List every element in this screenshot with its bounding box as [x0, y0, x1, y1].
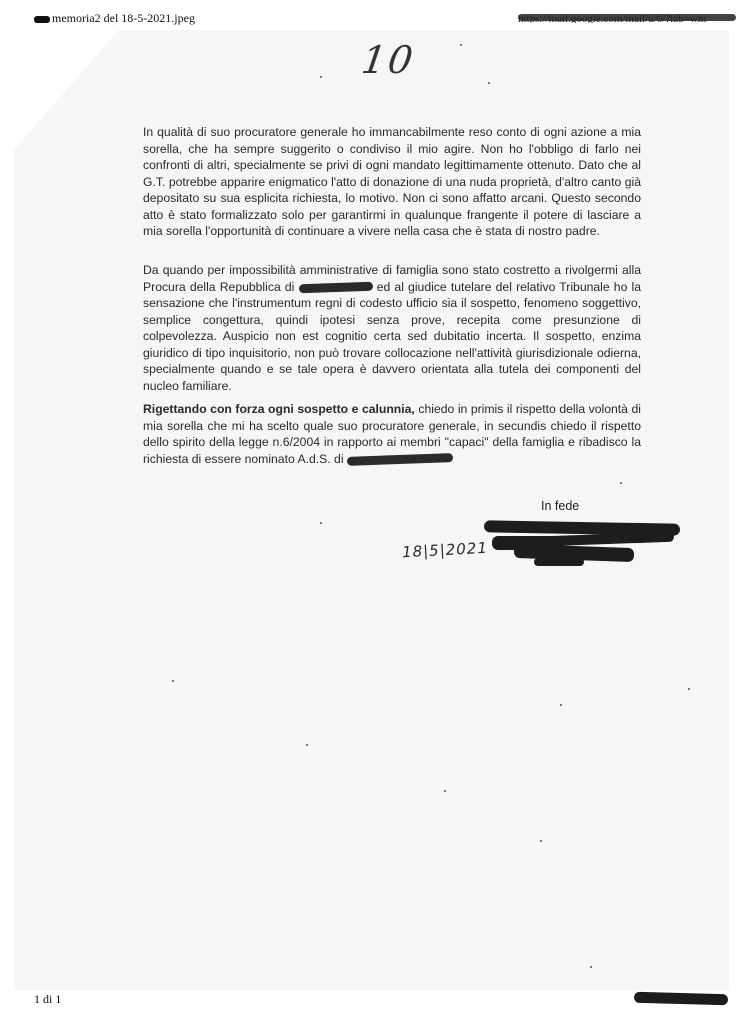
- print-header-filename: [34, 11, 195, 26]
- paragraph-1: In qualità di suo procuratore generale ho immancabilmente reso conto di ogni azione a mia sorella, che ha sempre suggerito o condiviso il mio agire. Non ho l'obbligo di farlo nei confronti di altri, specialmente se privi di ogni mandato legittimamente ottenuto. Dato che al G.T. potrebbe apparire enigmatico l'atto di donazione di una nuda proprietà, d'altro canto già depositato su sua esplicita richiesta, lo motivo. Non ci sono affatto arcani. Questo secondo atto è stato formalizzato solo per garantirmi in qualunque frangente il potere di lasciare a mia sorella l'opportunità di continuare a vivere nella casa che è stata di nostro padre.: [143, 125, 641, 238]
- print-header-url: [518, 11, 736, 23]
- url-redaction: [518, 14, 736, 21]
- filename-text: memoria2 del 18-5-2021.jpeg: [52, 11, 195, 25]
- folded-corner: [14, 30, 119, 150]
- signature-redaction: [484, 520, 684, 570]
- scan-speck: [320, 522, 322, 524]
- paragraph-3-rest: chiedo in primis il rispetto della volontà di mia sorella che mi ha scelto quale suo procuratore generale, in secundis chiedo il rispetto dello spirito della legge n.6/2004 in rapporto ai membri "capaci" della famiglia e ribadisco la richiesta di essere nominato A.d.S. di: [143, 402, 641, 466]
- scan-speck: [444, 790, 446, 792]
- paragraph-3: [143, 401, 641, 467]
- print-header: [0, 0, 745, 30]
- paragraph-3-bold-lead: Rigettando con forza ogni sospetto e calunnia,: [143, 402, 415, 416]
- scan-speck: [540, 840, 542, 842]
- scan-speck: [320, 76, 322, 78]
- scan-speck: [590, 966, 592, 968]
- footer-redaction: [634, 992, 728, 1005]
- paragraph-2-start: Da quando per impossibilità amministrative di famiglia sono stato costretto a rivolgermi alla Procura della Repubblica di: [143, 263, 641, 294]
- handwritten-page-mark: 10: [358, 38, 418, 82]
- scan-speck: [460, 44, 462, 46]
- scan-speck: [306, 744, 308, 746]
- closing-in-fede: In fede: [541, 499, 580, 513]
- scan-speck: [620, 482, 622, 484]
- redacted-name: [347, 453, 453, 466]
- signature-redaction-stroke: [544, 532, 674, 547]
- redacted-city: [298, 281, 372, 293]
- scan-speck: [172, 680, 174, 682]
- handwritten-date: 18|5|2021: [401, 538, 489, 562]
- signature-redaction-stroke: [534, 558, 584, 566]
- paragraph-2-end: ed al giudice tutelare del relativo Tribunale ho la sensazione che l'instrumentum regni di codesto ufficio sia il sospetto, fenomeno soggettivo, semplice congettura, quindi ipotesi senza prove, recepita come presunzione di colpevolezza. Auspicio non est cognitio certa sed dubitatio incerta. Il sospetto, enzima giuridico di tipo inquisitorio, non può trovare collocazione nell'attività giurisdizionale odierna, specialmente quando e se tale opera è davvero orientata alla tutela dei componenti del nucleo familiare.: [143, 279, 641, 393]
- footer-page-count: 1 di 1: [34, 992, 62, 1006]
- paragraph-2: [143, 262, 641, 394]
- scan-speck: [488, 82, 490, 84]
- scan-speck: [688, 688, 690, 690]
- redaction-mark: [34, 16, 50, 23]
- scan-speck: [560, 704, 562, 706]
